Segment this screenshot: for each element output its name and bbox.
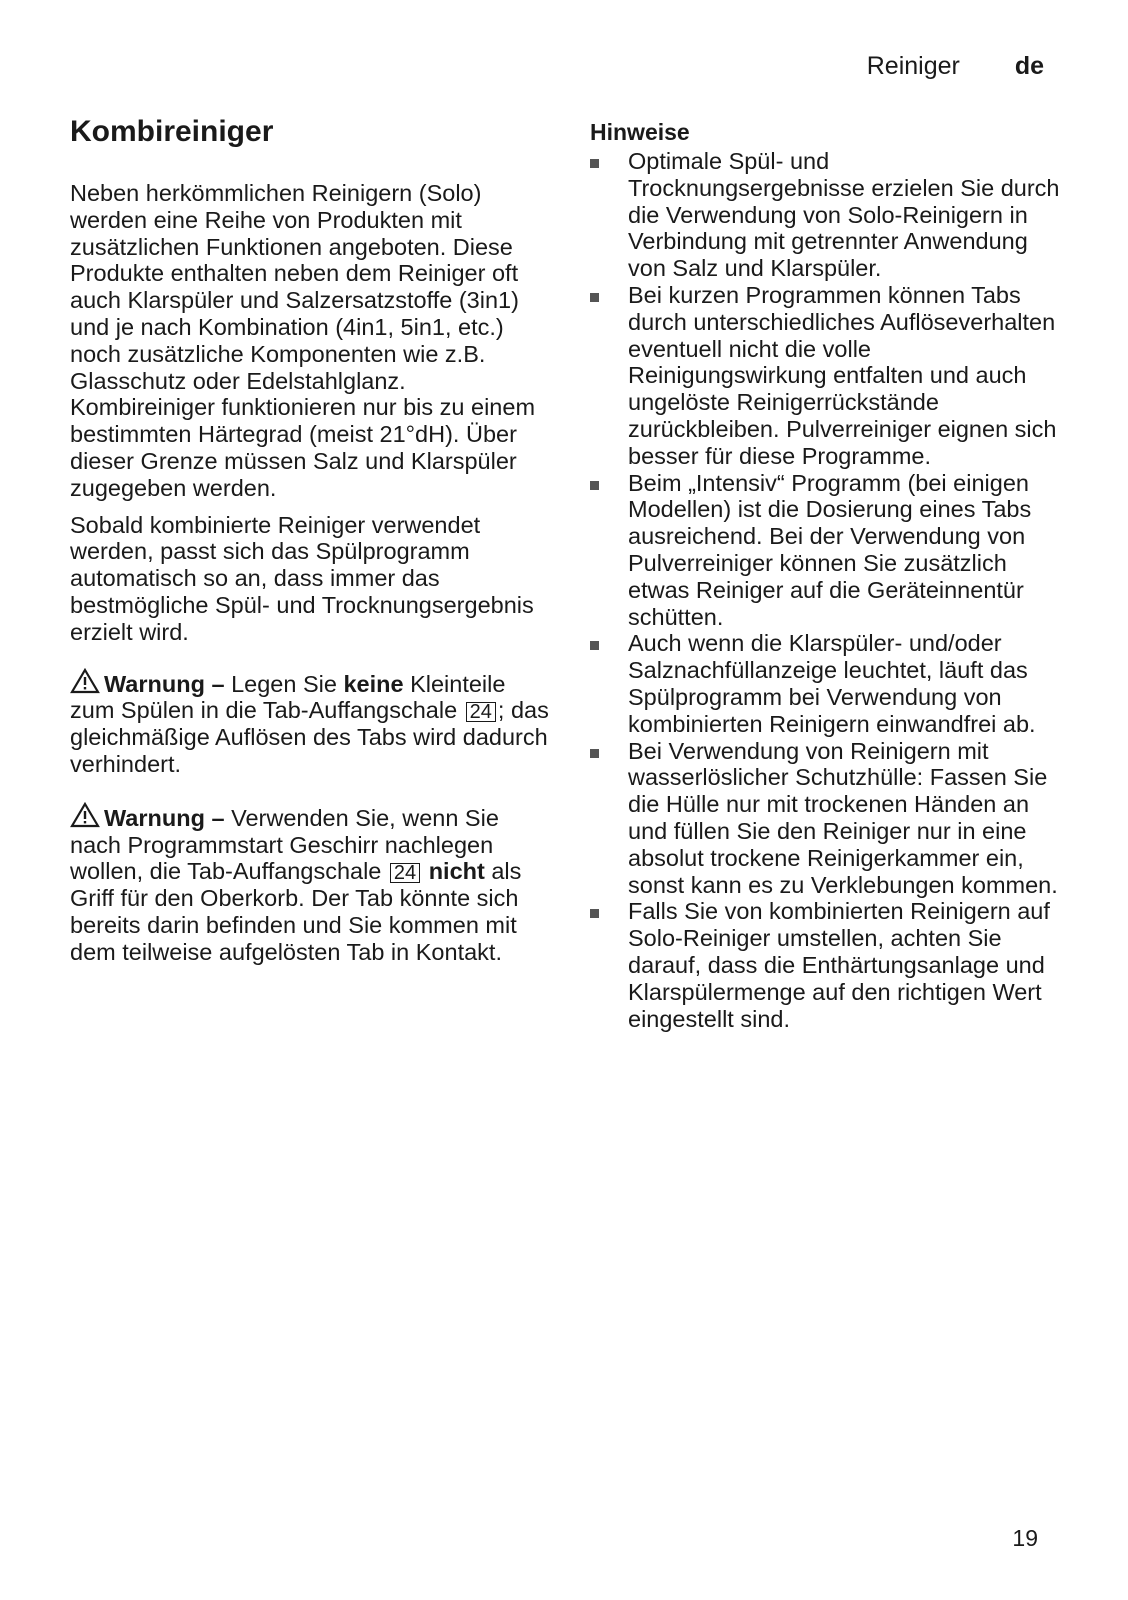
list-item-text: Auch wenn die Klarspüler- und/oder Salznachfüllanzeige leuchtet, läuft das Spülprogramm bei Verwendung von kombinierten Reinigern einwandfrei ab. [628, 630, 1036, 737]
list-item [590, 148, 1060, 282]
list-item [590, 282, 1060, 470]
page-title: Kombireiniger [70, 115, 274, 148]
list-item [590, 470, 1060, 631]
right-column [590, 114, 1060, 1032]
warning-text: Legen Sie [224, 670, 344, 697]
list-item-text: Falls Sie von kombinierten Reinigern auf Solo-Reiniger umstellen, achten Sie darauf, dass die Enthärtungsanlage und Klarspülermenge auf den richtigen Wert eingestellt sind. [628, 898, 1050, 1032]
reference-number: 24 [466, 702, 496, 722]
warning-triangle-icon [70, 802, 100, 828]
list-item [590, 738, 1060, 899]
warning-grip [70, 802, 550, 966]
warning-emphasis: keine [343, 670, 404, 697]
list-item [590, 630, 1060, 737]
bullet-icon [590, 641, 599, 650]
notes-heading: Hinweise [590, 119, 690, 145]
warning-label: Warnung – [104, 804, 225, 831]
page-number: 19 [1012, 1525, 1038, 1551]
reference-number: 24 [390, 863, 420, 883]
bullet-icon [590, 293, 599, 302]
bullet-icon [590, 749, 599, 758]
warning-text: Kleinteile zum Spülen in die Tab-Auffangschale [70, 670, 506, 724]
bullet-icon [590, 909, 599, 918]
list-item-text: Bei Verwendung von Reinigern mit wasserlöslicher Schutzhülle: Fassen Sie die Hülle nur mit trockenen Händen an und füllen Sie den Reiniger nur in eine absolut trockene Reinigerkammer ein, sonst kann es zu Verklebungen kommen. [628, 737, 1058, 898]
left-column [70, 114, 550, 990]
warning-label: Warnung – [104, 670, 225, 697]
language-code: de [1014, 52, 1044, 80]
warning-text: Verwenden Sie, wenn Sie nach Programmstart Geschirr nachlegen wollen, die Tab-Auffangschale [70, 804, 499, 885]
bullet-icon [590, 159, 599, 168]
paragraph-intro: Neben herkömmlichen Reinigern (Solo) werden eine Reihe von Produkten mit zusätzlichen Funktionen angeboten. Diese Produkte enthalten neben dem Reiniger oft auch Klarspüler und Salzersatzstoffe (3in1) und je nach Kombination (4in1, 5in1, etc.) noch zusätzliche Komponenten wie z.B. Glasschutz oder Edelstahlglanz. Kombireiniger funktionieren nur bis zu einem bestimmten Härtegrad (meist 21°dH). Über dieser Grenze müssen Salz und Klarspüler zugegeben werden. [70, 180, 536, 501]
bullet-icon [590, 481, 599, 490]
list-item [590, 898, 1060, 1032]
section-title: Reiniger [866, 52, 960, 80]
list-item-text: Bei kurzen Programmen können Tabs durch unterschiedliches Auflöseverhalten eventuell nicht die volle Reinigungswirkung entfalten und auch ungelöste Reinigerrückstände zurückbleiben. Pulverreiniger eignen sich besser für diese Programme. [628, 281, 1057, 469]
list-item-text: Optimale Spül- und Trocknungsergebnisse erzielen Sie durch die Verwendung von Solo-Reinigern in Verbindung mit getrennter Anwendung von Salz und Klarspüler. [628, 148, 1060, 282]
list-item-text: Beim „Intensiv“ Programm (bei einigen Modellen) ist die Dosierung eines Tabs ausreichend. Bei der Verwendung von Pulverreiniger können Sie zusätzlich etwas Reiniger auf die Geräteinnentür schütten. [628, 469, 1032, 630]
warning-text: als Griff für den Oberkorb. Der Tab könnte sich bereits darin befinden und Sie kommen mit dem teilweise aufgelösten Tab in Kontakt. [70, 858, 522, 965]
warning-triangle-icon [70, 668, 100, 694]
warning-emphasis: nicht [428, 858, 485, 885]
paragraph-combined: Sobald kombinierte Reiniger verwendet werden, passt sich das Spülprogramm automatisch so an, dass immer das bestmögliche Spül- und Trocknungsergebnis erzielt wird. [70, 511, 534, 645]
warning-text: ; das gleichmäßige Auflösen des Tabs wird dadurch verhindert. [70, 697, 549, 777]
warning-small-parts [70, 668, 550, 778]
notes-list [590, 148, 1060, 1032]
page-header [867, 52, 1044, 81]
